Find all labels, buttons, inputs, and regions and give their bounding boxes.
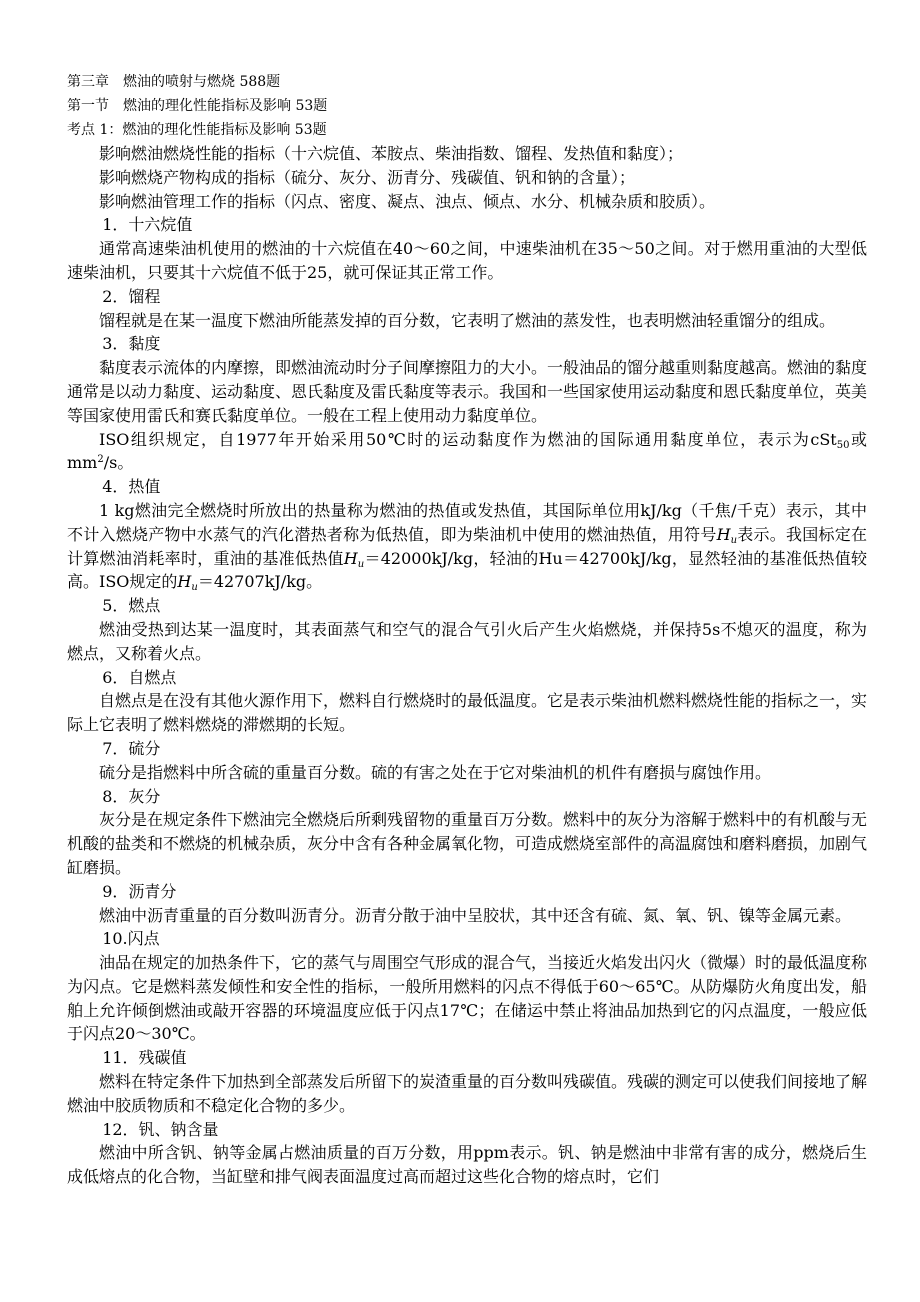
symbol-h: H [343, 548, 358, 568]
iso-mid: 或mm [67, 429, 867, 473]
intro-line: 影响燃油燃烧性能的指标（十六烷值、苯胺点、柴油指数、馏程、发热值和黏度）； [99, 144, 684, 163]
item-title: 10.闪点 [102, 929, 160, 949]
item-title: 7．硫分 [102, 738, 161, 758]
item-paragraph: 自燃点是在没有其他火源作用下，燃料自行燃烧时的最低温度。它是表示柴油机燃料燃烧性能的指标之一，实际上它表明了燃料燃烧的滞燃期的长短。 [67, 691, 868, 735]
item-paragraph: 馏程就是在某一温度下燃油所能蒸发掉的百分数，它表明了燃油的蒸发性，也表明燃油轻重馏分的组成。 [99, 310, 836, 330]
item-paragraph: 硫分是指燃料中所含硫的重量百分数。硫的有害之处在于它对柴油机的机件有磨损与腐蚀作用。 [99, 762, 772, 782]
item-paragraph-text: 1 kg燃油完全燃烧时所放出的热量称为燃油的热值或发热值，其国际单位用kJ/kg（千焦/千克）表示，其中不计入燃烧产物中水蒸气的汽化潜热者称为低热值，即为柴油机中使用的燃油热值，用符号 [67, 500, 867, 544]
item-paragraph: 油品在规定的加热条件下，它的蒸气与周围空气形成的混合气，当接近火焰发出闪火（微爆）时的最低温度称为闪点。它是燃料蒸发倾性和安全性的指标，一般所用燃料的闪点不得低于60～65℃。从防爆防火角度出发，船舶上允许倾倒燃油或敲开容器的环境温度应低于闪点17℃；在储运中禁止将油品加热到它的闪点温度，一般应低于闪点20～30℃。 [67, 953, 868, 1044]
heat-value-paragraph [67, 499, 867, 594]
item-paragraph: 通常高速柴油机使用的燃油的十六烷值在40～60之间，中速柴油机在35～50之间。对于燃用重油的大型低速柴油机，只要其十六烷值不低于25，就可保证其正常工作。 [67, 239, 867, 282]
item-paragraph: 黏度表示流体的内摩擦，即燃油流动时分子间摩擦阻力的大小。一般油品的馏分越重则黏度越高。燃油的黏度通常是以动力黏度、运动黏度、恩氏黏度及雷氏黏度等表示。我国和一些国家使用运动黏度和恩氏黏度单位，英美等国家使用雷氏和赛氏黏度单位。一般在工程上使用动力黏度单位。 [67, 358, 868, 425]
iso-superscript: 2 [97, 454, 104, 466]
document-body [67, 142, 867, 1189]
intro-line: 影响燃烧产物构成的指标（硫分、灰分、沥青分、残碳值、钒和钠的含量）； [99, 167, 636, 187]
item-title: 9．沥青分 [102, 881, 177, 901]
section-heading: 第一节 燃油的理化性能指标及影响 53题 [67, 98, 328, 114]
item-title: 5．燃点 [102, 596, 161, 616]
item-paragraph: 燃油中沥青重量的百分数叫沥青分。沥青分散于油中呈胶状，其中还含有硫、氮、氧、钒、镍等金属元素。 [99, 905, 852, 925]
item-title: 12．钒、钠含量 [102, 1119, 219, 1139]
symbol-u: u [357, 558, 365, 570]
item-title: 1．十六烷值 [102, 215, 193, 235]
symbol-h: H [177, 572, 192, 592]
symbol-u: u [191, 582, 198, 594]
item-title: 2．馏程 [102, 286, 161, 306]
heat-text-c: ＝42707kJ/kg。 [197, 572, 323, 592]
item-paragraph: 燃油受热到达某一温度时，其表面蒸气和空气的混合气引火后产生火焰燃烧，并保持5s不熄灭的温度，称为燃点，又称着火点。 [67, 619, 867, 663]
point-heading: 考点 1：燃油的理化性能指标及影响 53题 [67, 122, 327, 138]
item-title: 3．黏度 [102, 334, 161, 354]
iso-viscosity-paragraph [67, 428, 867, 476]
item-title: 6．自燃点 [102, 667, 177, 687]
item-title: 4．热值 [102, 477, 161, 497]
item-paragraph: 灰分是在规定条件下燃油完全燃烧后所剩残留物的重量百万分数。燃料中的灰分为溶解于燃料中的有机酸与无机酸的盐类和不燃烧的机械杂质，灰分中含有各种金属氧化物，可造成燃烧室部件的高温腐蚀和磨料磨损，加剧气缸磨损。 [67, 810, 868, 877]
intro-line: 影响燃油管理工作的指标（闪点、密度、凝点、浊点、倾点、水分、机械杂质和胶质）。 [99, 191, 716, 211]
iso-tail: /s。 [103, 453, 134, 473]
iso-lead: ISO组织规定，自1977年开始采用50℃时的运动黏度作为燃油的国际通用黏度单位，表示为cSt [99, 429, 837, 449]
symbol-u: u [730, 534, 738, 546]
chapter-heading: 第三章 燃油的喷射与燃烧 588题 [67, 74, 281, 90]
heat-text-a: 表示。我国标定在计算燃油消耗率时，重油的基准低热值 [67, 524, 867, 568]
heat-text-b: ＝42000kJ/kg，轻油的Hu＝42700kJ/kg，显然轻油的基准低热值较高。ISO规定的 [67, 548, 867, 592]
item-paragraph: 燃料在特定条件下加热到全部蒸发后所留下的炭渣重量的百分数叫残碳值。残碳的测定可以使我们间接地了解燃油中胶质物质和不稳定化合物的多少。 [67, 1072, 868, 1115]
item-title: 11．残碳值 [102, 1048, 187, 1068]
item-paragraph: 燃油中所含钒、钠等金属占燃油质量的百万分数，用ppm表示。钒、钠是燃油中非常有害的成分，燃烧后生成低熔点的化合物，当缸壁和排气阀表面温度过高而超过这些化合物的熔点时，它们 [67, 1143, 867, 1187]
symbol-h: H [716, 524, 731, 544]
iso-subscript: 50 [836, 439, 850, 451]
item-title: 8．灰分 [102, 786, 161, 806]
